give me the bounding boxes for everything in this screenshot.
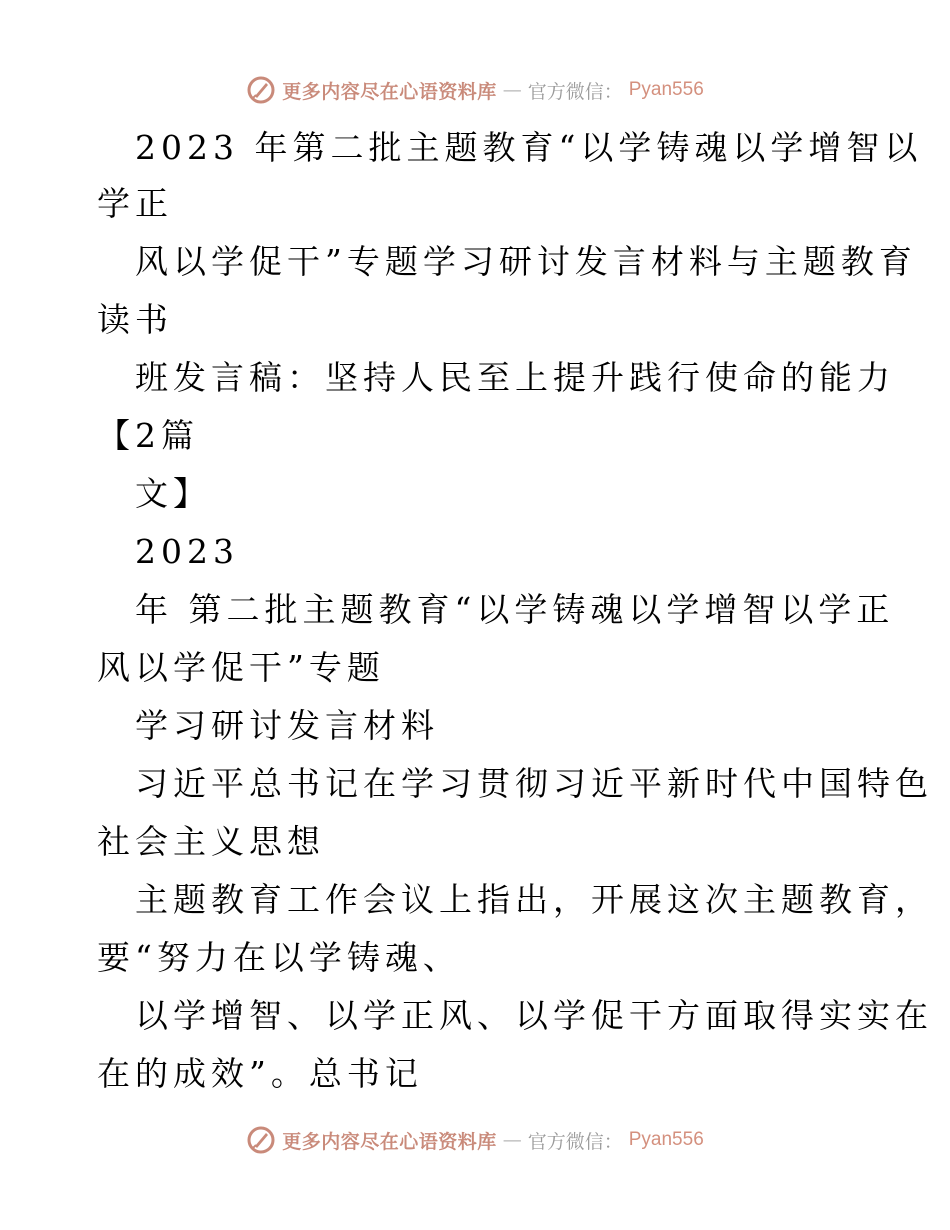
watermark-wechat-id: Pyan556: [628, 79, 704, 100]
watermark-text: 更多内容尽在心语资料库: [282, 1130, 497, 1153]
feather-pen-logo-icon: [246, 1125, 276, 1155]
watermark-dash: —: [502, 1129, 522, 1151]
text-line: 社会主义思想: [97, 822, 325, 861]
text-line: 年 第二批主题教育“以学铸魂以学增智以学正: [135, 590, 895, 629]
footer-watermark: [0, 1120, 950, 1160]
text-line: 习近平总书记在学习贯彻习近平新时代中国特色: [135, 764, 933, 803]
watermark-text: 更多内容尽在心语资料库: [282, 80, 497, 103]
header-watermark: [0, 70, 950, 110]
text-line: 学习研讨发言材料: [135, 706, 439, 745]
text-line: 【2篇: [97, 416, 199, 455]
text-line: 要“努力在以学铸魂、: [97, 938, 461, 977]
text-line: 班发言稿：坚持人民至上提升践行使命的能力: [135, 358, 895, 397]
text-line: 2023 年第二批主题教育“以学铸魂以学增智以: [135, 128, 923, 167]
text-line: 文】: [135, 474, 211, 513]
feather-pen-logo-icon: [246, 75, 276, 105]
text-line: 以学增智、以学正风、以学促干方面取得实实在: [135, 996, 933, 1035]
text-line: 风以学促干”专题学习研讨发言材料与主题教育: [135, 242, 917, 281]
text-line: 读书: [97, 300, 173, 339]
text-line: 风以学促干”专题: [97, 648, 385, 687]
text-line: 学正: [97, 184, 173, 223]
watermark-wechat-label: 官方微信：: [527, 80, 623, 103]
text-line: 主题教育工作会议上指出，开展这次主题教育，: [135, 880, 933, 919]
watermark-wechat-id: Pyan556: [628, 1129, 704, 1150]
watermark-wechat-label: 官方微信：: [527, 1130, 623, 1153]
watermark-dash: —: [502, 79, 522, 101]
text-line: 在的成效”。总书记: [97, 1054, 423, 1093]
text-line: 2023: [135, 532, 239, 571]
